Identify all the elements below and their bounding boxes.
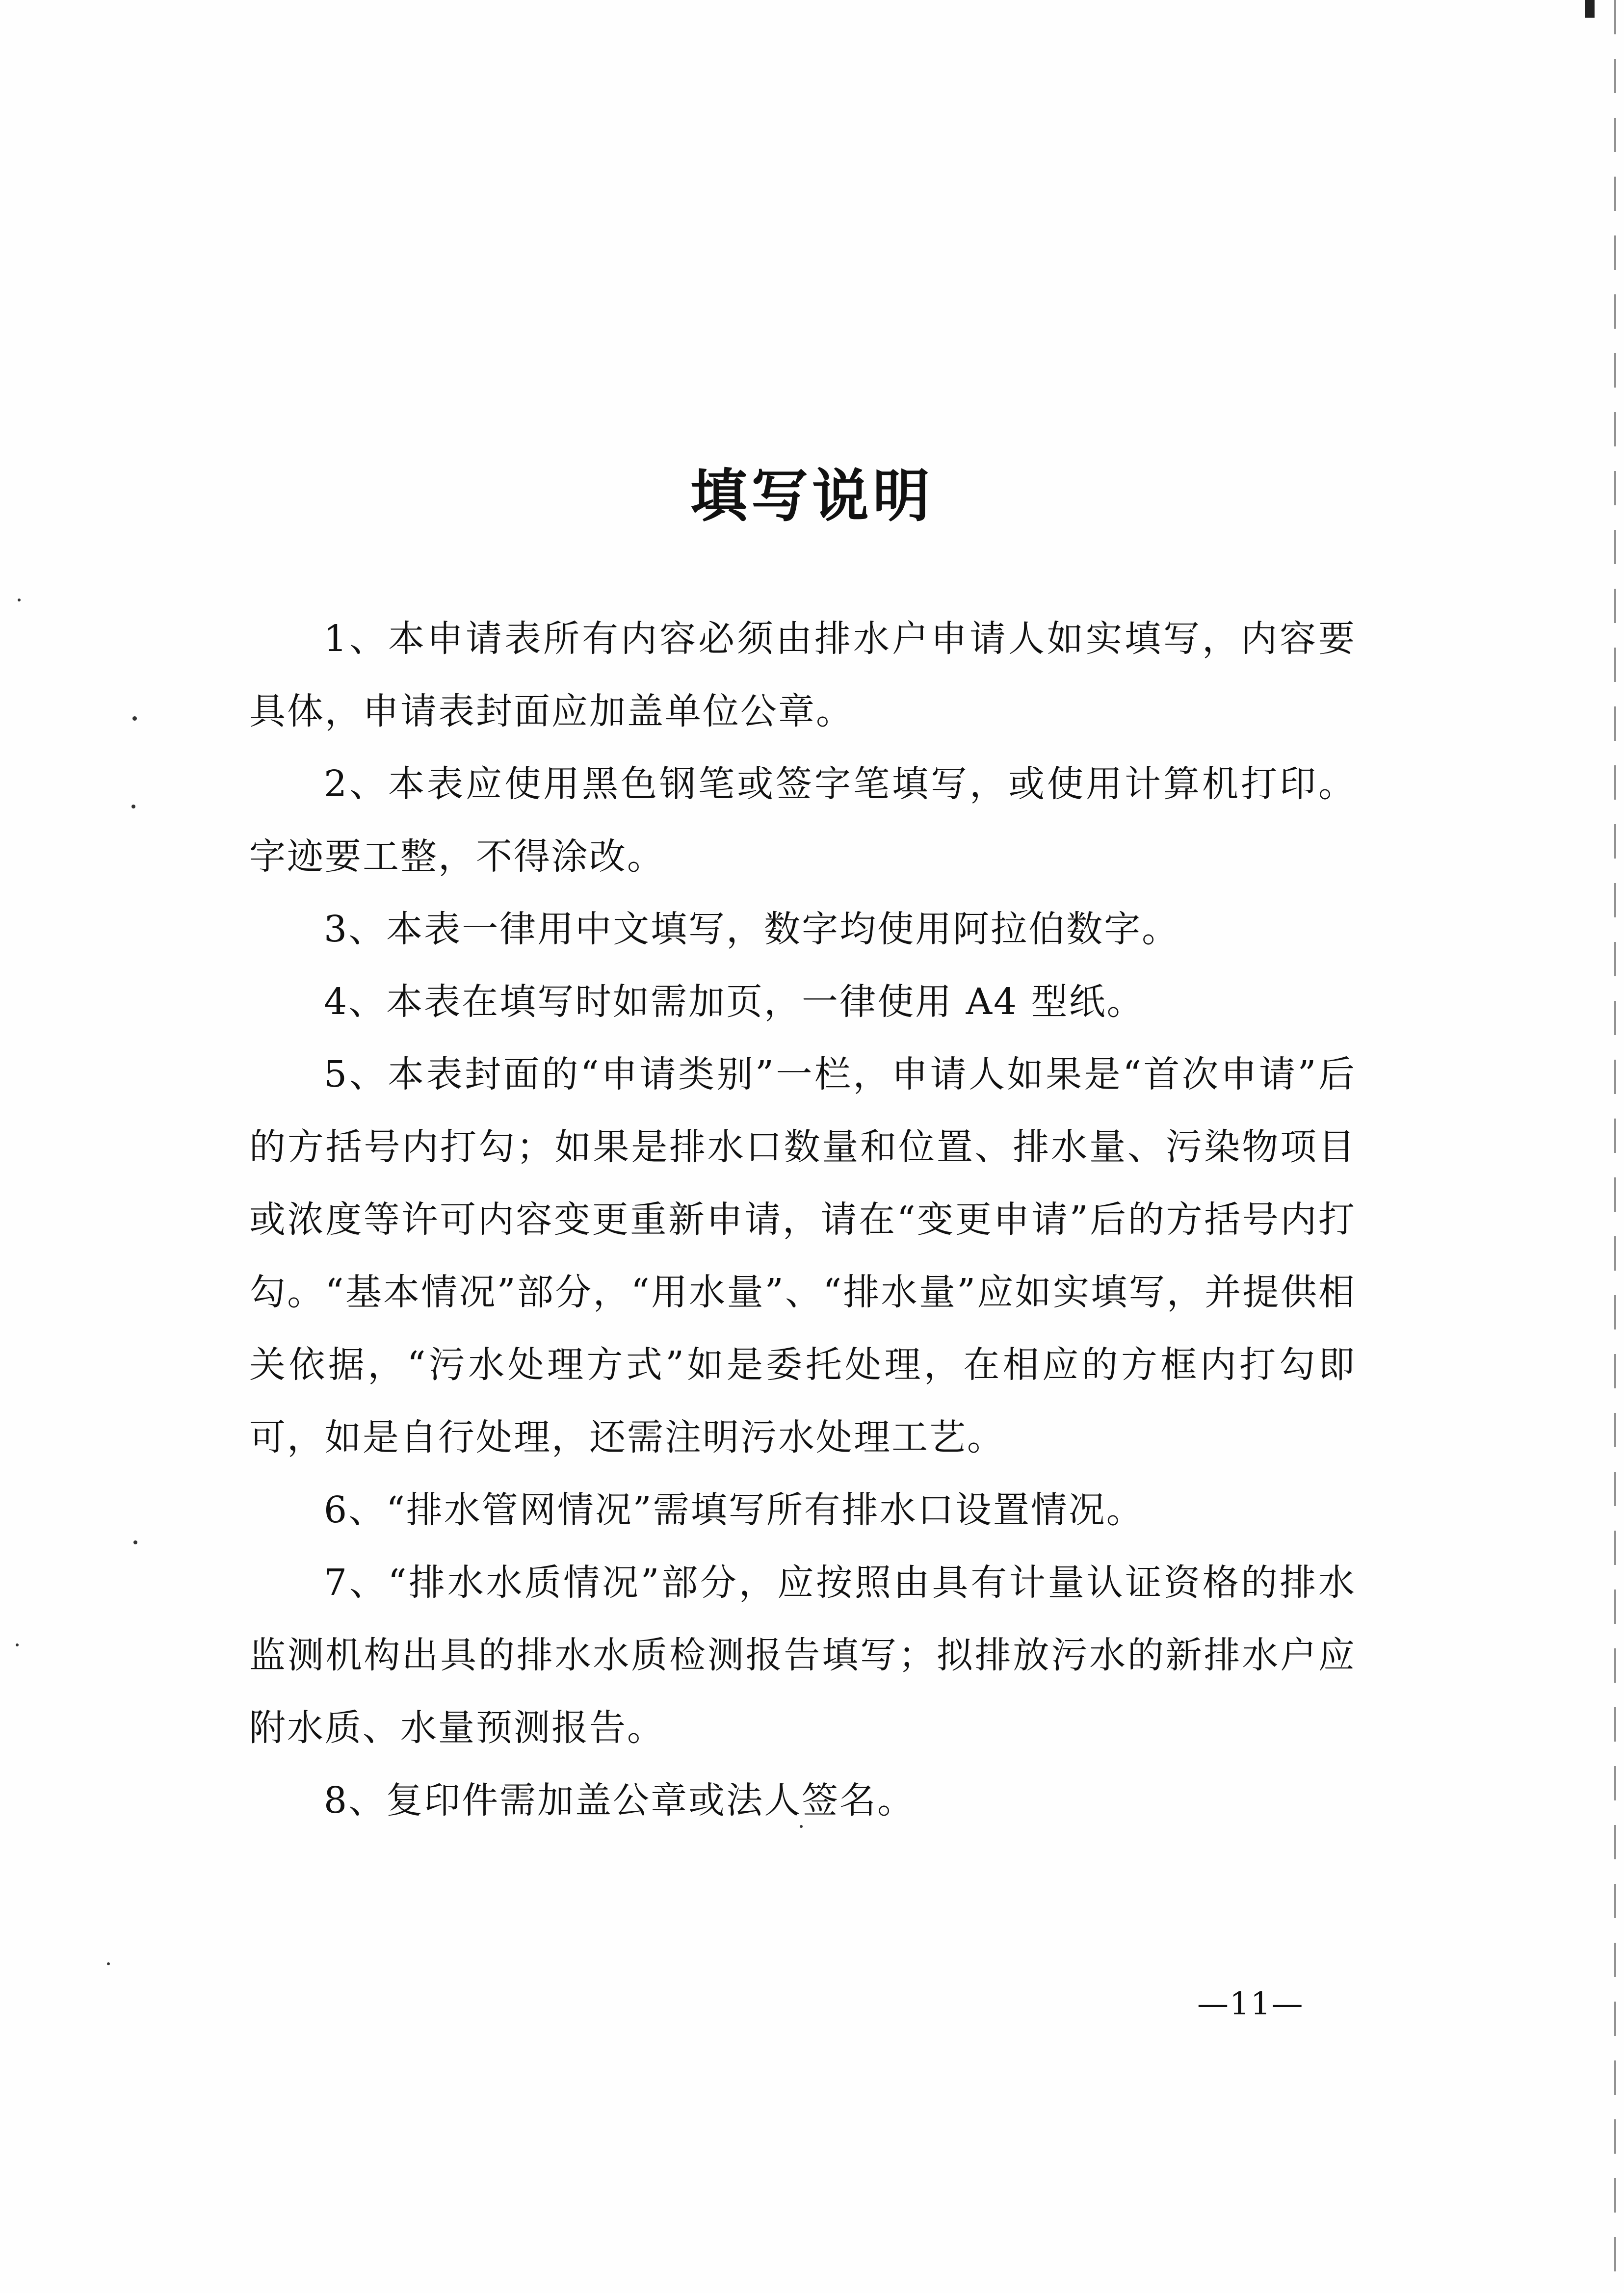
scan-speck — [132, 716, 137, 721]
instruction-item: 8、复印件需加盖公章或法人签名。 — [324, 1779, 916, 1822]
instruction-item: 1、本申请表所有内容必须由排水户申请人如实填写，内容要具体，申请表封面应加盖单位公章。 — [249, 618, 1356, 732]
scan-edge-mark — [1585, 0, 1595, 18]
instruction-item: 6、“排水管网情况”需填写所有排水口设置情况。 — [324, 1489, 1144, 1531]
instruction-item: 5、本表封面的“申请类别”一栏，申请人如果是“首次申请”后的方括号内打勾；如果是排水口数量和位置、排水量、污染物项目或浓度等许可内容变更重新申请，请在“变更申请”后的方括号内打勾。“基本情况”部分，“用水量”、“排水量”应如实填写，并提供相关依据，“污水处理方式”如是委托处理，在相应的方框内打勾即可，如是自行处理，还需注明污水处理工艺。 — [249, 1053, 1356, 1459]
scan-speck — [131, 805, 135, 808]
instruction-list — [249, 602, 1356, 1837]
scan-speck — [16, 1643, 19, 1646]
scan-edge-border — [1614, 0, 1616, 2293]
page-title: 填写说明 — [690, 463, 934, 529]
instruction-item: 7、“排水水质情况”部分，应按照由具有计量认证资格的排水监测机构出具的排水水质检测报告填写；拟排放污水的新排水户应附水质、水量预测报告。 — [249, 1562, 1356, 1749]
instruction-item: 2、本表应使用黑色钢笔或签字笔填写，或使用计算机打印。字迹要工整，不得涂改。 — [249, 763, 1356, 878]
scan-speck — [18, 599, 21, 601]
instruction-item: 3、本表一律用中文填写，数字均使用阿拉伯数字。 — [324, 908, 1180, 950]
instruction-item: 4、本表在填写时如需加页，一律使用 A4 型纸。 — [324, 981, 1145, 1023]
scan-speck — [133, 1540, 137, 1544]
page-number: —11— — [1197, 1986, 1304, 2022]
scan-speck — [107, 1962, 110, 1965]
